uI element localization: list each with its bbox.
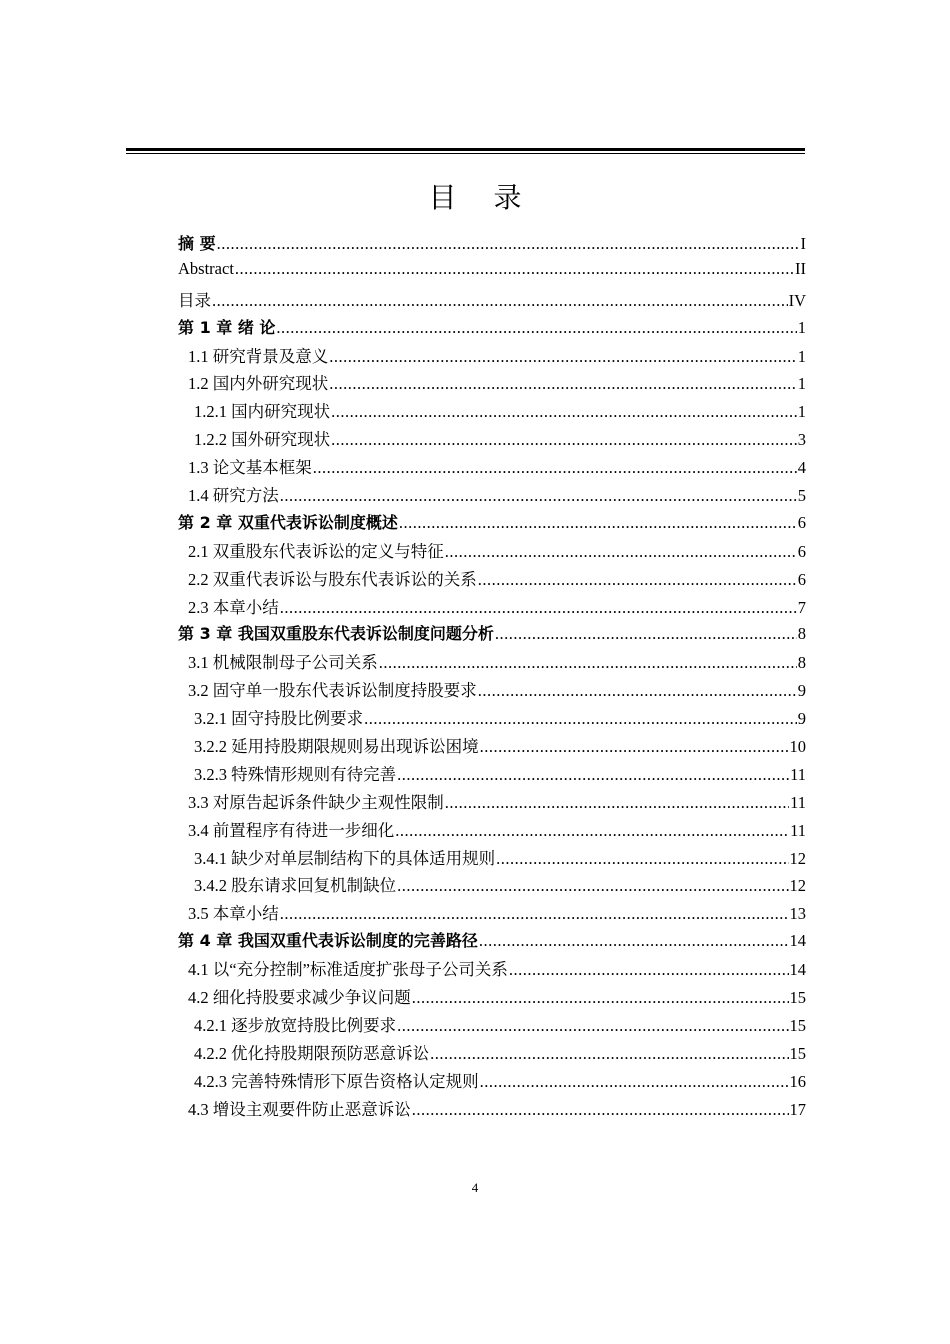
toc-leader-dots bbox=[399, 513, 797, 533]
toc-entry[interactable] bbox=[178, 259, 806, 287]
toc-entry-page: 8 bbox=[797, 624, 806, 644]
toc-entry-label: 1.4 研究方法 bbox=[188, 486, 279, 506]
toc-leader-dots bbox=[280, 598, 797, 618]
toc-leader-dots bbox=[430, 1044, 788, 1064]
toc-leader-dots bbox=[280, 904, 789, 924]
toc-entry[interactable] bbox=[178, 789, 806, 817]
toc-leader-dots bbox=[364, 709, 797, 729]
toc-entry[interactable] bbox=[178, 398, 806, 426]
toc-leader-dots bbox=[329, 374, 797, 394]
toc-entry[interactable] bbox=[178, 677, 806, 705]
toc-entry-label: 3.4 前置程序有待进一步细化 bbox=[188, 820, 395, 840]
toc-entry-label: 4.2 细化持股要求减少争议问题 bbox=[188, 988, 411, 1008]
toc-entry-label: 1.1 研究背景及意义 bbox=[188, 346, 329, 366]
toc-entry-page: 11 bbox=[790, 792, 806, 812]
toc-entry-page: 1 bbox=[797, 317, 806, 337]
toc-leader-dots bbox=[496, 849, 788, 869]
toc-entry-label: 第 3 章 我国双重股东代表诉讼制度问题分析 bbox=[178, 624, 494, 644]
toc-entry-page: 11 bbox=[790, 820, 806, 840]
toc-entry[interactable] bbox=[178, 872, 806, 900]
toc-entry[interactable] bbox=[178, 482, 806, 510]
toc-leader-dots bbox=[331, 402, 797, 422]
toc-entry-page: 11 bbox=[790, 764, 806, 784]
toc-entry[interactable] bbox=[178, 287, 806, 315]
toc-leader-dots bbox=[217, 234, 800, 254]
toc-entry[interactable] bbox=[178, 343, 806, 371]
toc-leader-dots bbox=[495, 624, 797, 644]
toc-entry-label: 2.1 双重股东代表诉讼的定义与特征 bbox=[188, 541, 444, 561]
toc-entry-page: 6 bbox=[797, 569, 806, 589]
toc-entry-page: 17 bbox=[789, 1099, 806, 1119]
header-rule-thick bbox=[126, 148, 805, 151]
toc-entry-page: 7 bbox=[797, 597, 806, 617]
toc-entry-page: 15 bbox=[789, 988, 806, 1008]
toc-entry-label: 第 4 章 我国双重代表诉讼制度的完善路径 bbox=[178, 931, 478, 951]
toc-entry-page: 9 bbox=[797, 709, 806, 729]
toc-leader-dots bbox=[395, 821, 789, 841]
toc-entry-label: 第 2 章 双重代表诉讼制度概述 bbox=[178, 512, 398, 532]
toc-entry[interactable] bbox=[178, 538, 806, 566]
table-of-contents bbox=[178, 231, 806, 1124]
toc-entry-page: 12 bbox=[789, 848, 806, 868]
toc-leader-dots bbox=[480, 1072, 789, 1092]
toc-entry-label: 3.2 固守单一股东代表诉讼制度持股要求 bbox=[188, 681, 477, 701]
toc-entry-label: 3.2.3 特殊情形规则有待完善 bbox=[194, 764, 397, 784]
toc-entry[interactable] bbox=[178, 761, 806, 789]
toc-entry-page: 14 bbox=[789, 931, 806, 951]
toc-entry-label: 3.4.2 股东请求回复机制缺位 bbox=[194, 876, 397, 896]
toc-entry[interactable] bbox=[178, 733, 806, 761]
toc-entry-page: II bbox=[795, 258, 806, 278]
toc-leader-dots bbox=[412, 1100, 789, 1120]
toc-entry-page: 6 bbox=[797, 541, 806, 561]
toc-entry-label: 3.4.1 缺少对单层制结构下的具体适用规则 bbox=[194, 848, 496, 868]
toc-entry-page: IV bbox=[788, 290, 806, 310]
toc-entry-page: 1 bbox=[797, 374, 806, 394]
toc-entry[interactable] bbox=[178, 956, 806, 984]
toc-leader-dots bbox=[379, 653, 797, 673]
toc-entry[interactable] bbox=[178, 426, 806, 454]
toc-entry[interactable] bbox=[178, 984, 806, 1012]
toc-entry-label: 摘 要 bbox=[178, 234, 216, 253]
toc-entry[interactable] bbox=[178, 594, 806, 622]
toc-leader-dots bbox=[412, 988, 789, 1008]
toc-entry-label: 3.5 本章小结 bbox=[188, 904, 279, 924]
toc-entry-label: 1.2.2 国外研究现状 bbox=[194, 430, 331, 450]
toc-entry-page: 6 bbox=[797, 512, 806, 532]
footer-page-number: 4 bbox=[471, 1180, 479, 1195]
toc-entry-label: 2.3 本章小结 bbox=[188, 597, 279, 617]
page-title: 目 录 bbox=[428, 181, 536, 214]
toc-entry[interactable] bbox=[178, 705, 806, 733]
toc-entry[interactable] bbox=[178, 454, 806, 482]
toc-leader-dots bbox=[329, 347, 797, 367]
toc-entry-label: 第 1 章 绪 论 bbox=[178, 317, 276, 337]
toc-entry[interactable] bbox=[178, 649, 806, 677]
toc-entry[interactable] bbox=[178, 845, 806, 873]
toc-entry-page: 13 bbox=[789, 904, 806, 924]
toc-entry[interactable] bbox=[178, 1012, 806, 1040]
toc-entry-label: 3.2.1 固守持股比例要求 bbox=[194, 709, 364, 729]
toc-leader-dots bbox=[509, 960, 789, 980]
toc-entry[interactable] bbox=[178, 231, 806, 259]
toc-entry-page: 10 bbox=[789, 737, 806, 757]
toc-entry-label: 1.2 国内外研究现状 bbox=[188, 374, 329, 394]
toc-entry-page: 1 bbox=[797, 402, 806, 422]
toc-entry-label: 目录 bbox=[178, 290, 211, 310]
toc-entry-page: 1 bbox=[797, 346, 806, 366]
toc-entry-page: 12 bbox=[789, 876, 806, 896]
toc-leader-dots bbox=[397, 765, 789, 785]
toc-entry-page: 3 bbox=[797, 430, 806, 450]
toc-leader-dots bbox=[212, 291, 788, 311]
toc-entry[interactable] bbox=[178, 510, 806, 538]
toc-entry[interactable] bbox=[178, 1096, 806, 1124]
toc-leader-dots bbox=[478, 681, 797, 701]
toc-entry[interactable] bbox=[178, 1040, 806, 1068]
toc-leader-dots bbox=[235, 259, 794, 279]
toc-entry-page: 5 bbox=[797, 486, 806, 506]
toc-entry-label: 4.3 增设主观要件防止恶意诉讼 bbox=[188, 1099, 411, 1119]
toc-leader-dots bbox=[445, 793, 789, 813]
toc-entry[interactable] bbox=[178, 928, 806, 956]
toc-entry[interactable] bbox=[178, 566, 806, 594]
toc-leader-dots bbox=[480, 737, 789, 757]
toc-entry[interactable] bbox=[178, 817, 806, 845]
toc-entry-label: 4.2.3 完善特殊情形下原告资格认定规则 bbox=[194, 1071, 479, 1091]
toc-entry[interactable] bbox=[178, 1068, 806, 1096]
toc-entry-page: 14 bbox=[789, 960, 806, 980]
toc-leader-dots bbox=[478, 570, 797, 590]
toc-leader-dots bbox=[445, 542, 797, 562]
toc-entry[interactable] bbox=[178, 315, 806, 343]
toc-entry-label: 1.3 论文基本框架 bbox=[188, 458, 312, 478]
toc-entry-page: 8 bbox=[797, 653, 806, 673]
toc-entry-label: 3.3 对原告起诉条件缺少主观性限制 bbox=[188, 792, 444, 812]
toc-leader-dots bbox=[479, 931, 789, 951]
toc-entry[interactable] bbox=[178, 370, 806, 398]
toc-leader-dots bbox=[313, 458, 797, 478]
toc-entry-label: 3.2.2 延用持股期限规则易出现诉讼困境 bbox=[194, 737, 479, 757]
toc-entry-label: Abstract bbox=[178, 258, 234, 278]
toc-entry-label: 4.2.2 优化持股期限预防恶意诉讼 bbox=[194, 1043, 430, 1063]
toc-entry[interactable] bbox=[178, 621, 806, 649]
toc-leader-dots bbox=[276, 318, 796, 338]
toc-entry-page: 15 bbox=[789, 1015, 806, 1035]
toc-entry-page: 4 bbox=[797, 458, 806, 478]
toc-entry-page: 15 bbox=[789, 1043, 806, 1063]
toc-entry-page: I bbox=[800, 234, 806, 253]
toc-leader-dots bbox=[280, 486, 797, 506]
toc-entry-label: 4.1 以“充分控制”标准适度扩张母子公司关系 bbox=[188, 960, 508, 980]
toc-entry-page: 16 bbox=[789, 1071, 806, 1091]
toc-leader-dots bbox=[397, 876, 788, 896]
toc-leader-dots bbox=[331, 430, 797, 450]
toc-entry[interactable] bbox=[178, 900, 806, 928]
toc-leader-dots bbox=[397, 1016, 788, 1036]
toc-entry-label: 1.2.1 国内研究现状 bbox=[194, 402, 331, 422]
toc-entry-label: 2.2 双重代表诉讼与股东代表诉讼的关系 bbox=[188, 569, 477, 589]
toc-entry-label: 3.1 机械限制母子公司关系 bbox=[188, 653, 378, 673]
toc-entry-label: 4.2.1 逐步放宽持股比例要求 bbox=[194, 1015, 397, 1035]
header-rule-thin bbox=[126, 153, 805, 154]
toc-entry-page: 9 bbox=[797, 681, 806, 701]
